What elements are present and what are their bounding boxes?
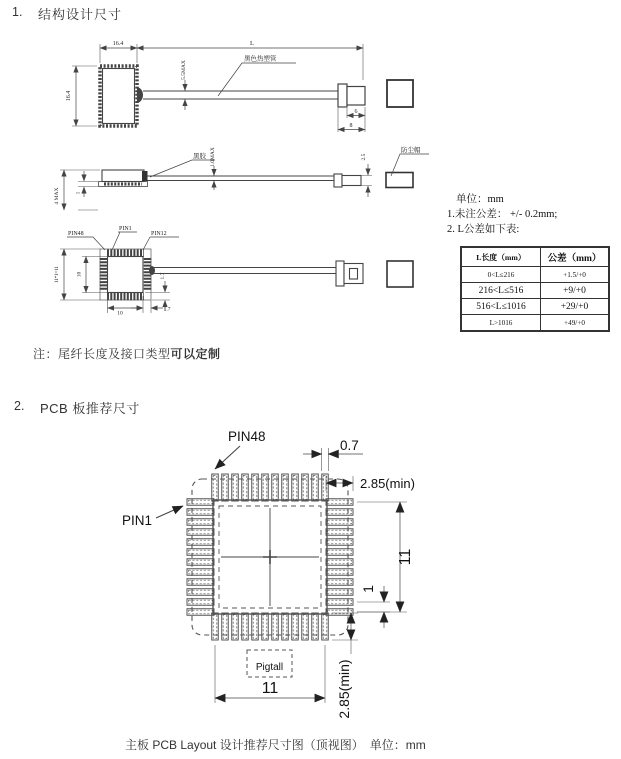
section2-number: 2.	[14, 399, 25, 413]
unit-note: 单位：mm	[456, 194, 504, 205]
table-row	[461, 283, 609, 299]
pcb-pin48-label: PIN48	[228, 429, 266, 444]
note-bold-text: 可以定制	[170, 347, 221, 361]
dim-span-bottom: 11	[261, 680, 279, 697]
pad-array-right	[326, 499, 353, 616]
dust-cap-label: 防尘帽	[401, 147, 421, 154]
black-glue-label: 黑胶	[193, 153, 206, 160]
section1-number: 1.	[12, 5, 23, 19]
pin1-label: PIN1	[119, 226, 132, 232]
cell-range: 216<L≤516	[461, 283, 541, 299]
section2-title: PCB 板推荐尺寸	[40, 401, 140, 416]
tolerance-notes	[447, 192, 617, 237]
length-tolerance-note: 2. L公差如下表:	[447, 224, 520, 235]
cell-range: 0<L≤216	[461, 267, 541, 283]
table-header-row	[461, 247, 609, 267]
table-row	[461, 315, 609, 332]
dim-connector-outer: 8	[349, 123, 353, 129]
dim-square-width: 16.4	[112, 41, 124, 47]
pcb-layout-caption: 主板 PCB Layout 设计推荐尺寸图（顶视图） 单位：mm	[125, 738, 426, 752]
dim-square-height: 16.4	[66, 90, 72, 102]
dim-span-right: 11	[397, 548, 414, 566]
general-tolerance-note: 1.未注公差： +/- 0.2mm;	[447, 209, 558, 220]
pcb-pin1-label: PIN1	[122, 513, 153, 528]
dim-pitch-total: 11*1=11	[55, 266, 60, 283]
dim-pad-width: 0.7	[340, 438, 359, 453]
dim-pin-length-h: 1.7	[163, 306, 171, 313]
pin12-label: PIN12	[151, 231, 167, 237]
cell-tolerance: +49/+0	[541, 315, 610, 332]
module-top-view-drawing	[66, 40, 413, 132]
cell-range: 516<L≤1016	[461, 299, 541, 315]
pad-array-left	[187, 499, 214, 616]
pigtail-label: Pigtall	[255, 662, 284, 673]
section1-title: 结构设计尺寸	[38, 7, 123, 22]
note-text: 注：尾纤长度及接口类型	[33, 347, 171, 361]
dim-connector-height: 2.5	[361, 153, 367, 161]
dim-body-height: 10	[76, 271, 83, 278]
pad-array-top	[212, 474, 329, 501]
dim-module-height: 4 MAX	[54, 187, 60, 205]
dim-tube-diameter: 5.5MAX	[181, 60, 187, 80]
tolerance-table	[460, 246, 610, 332]
table-row	[461, 267, 609, 283]
header-tolerance: 公差（mm）	[541, 247, 610, 267]
pcb-land-pattern-drawing	[122, 429, 415, 719]
cell-tolerance: +9/+0	[541, 283, 610, 299]
cell-tolerance: +1.5/+0	[541, 267, 610, 283]
cell-range: L>1016	[461, 315, 541, 332]
cell-tolerance: +29/+0	[541, 299, 610, 315]
dim-board-thickness: 1	[75, 191, 82, 195]
module-side-view-drawing	[54, 145, 429, 210]
dim-body-width: 10	[117, 310, 123, 317]
dim-pad-pitch: 1	[360, 585, 376, 593]
dim-pin-length-v: 1.7	[160, 272, 166, 280]
pin48-label: PIN48	[68, 231, 84, 237]
pad-array-bottom	[212, 613, 329, 640]
dim-pad-length-bottom: 2.85(min)	[336, 659, 352, 719]
dim-cable-diameter: 1.0MAX	[210, 147, 216, 167]
header-length-range: L长度（mm）	[461, 247, 541, 267]
dim-cable-length: L	[250, 40, 254, 47]
table-row	[461, 299, 609, 315]
heat-shrink-tube-label: 黑色热塑管	[244, 55, 277, 63]
dim-pad-length-right: 2.85(min)	[360, 476, 415, 491]
module-pin-view-drawing	[55, 226, 413, 317]
customization-note	[33, 345, 221, 362]
dim-connector-inner: 6	[354, 109, 358, 115]
